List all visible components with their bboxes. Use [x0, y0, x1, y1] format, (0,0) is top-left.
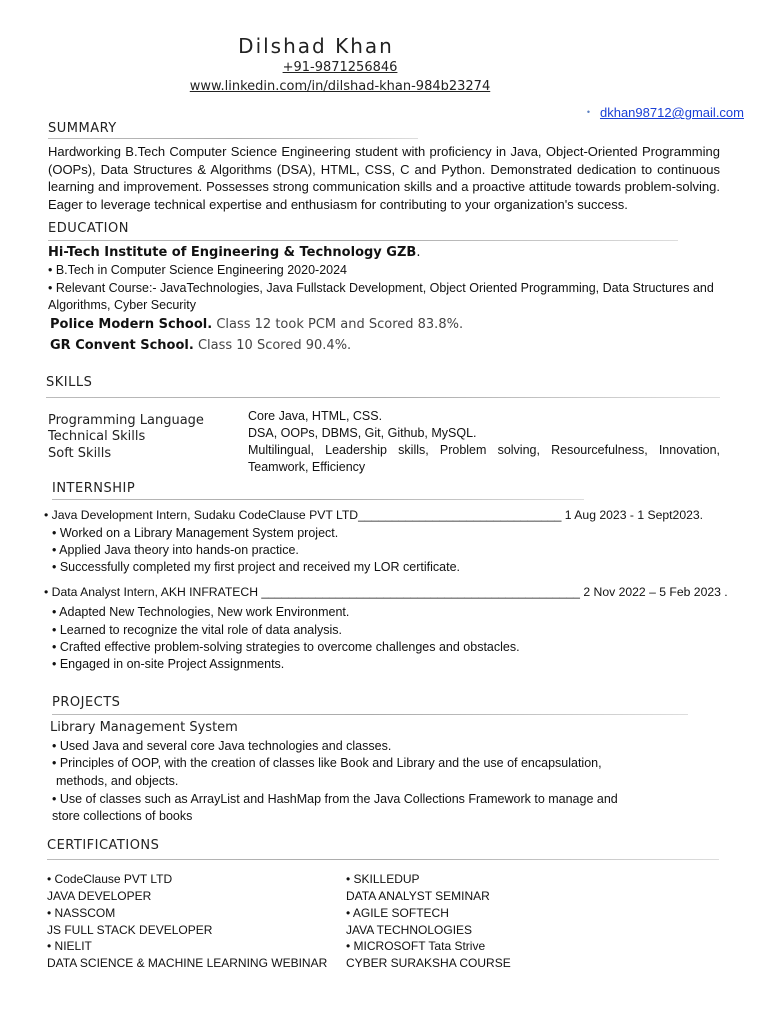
- degree-line: • B.Tech in Computer Science Engineering 2020-2024: [48, 263, 348, 277]
- job1-bullet-3: • Successfully completed my first project and received my LOR certificate.: [52, 560, 460, 574]
- email-link[interactable]: dkhan98712@gmail.com: [599, 105, 744, 120]
- cert-left-3: • NASSCOM: [47, 906, 116, 920]
- school-12: [50, 317, 463, 332]
- skills-divider: [46, 397, 720, 398]
- linkedin-link[interactable]: www.linkedin.com/in/dilshad-khan-984b23274: [189, 79, 491, 94]
- job2-bullet-3: • Crafted effective problem-solving strategies to overcome challenges and obstacles.: [52, 640, 520, 654]
- job1-bullet-1: • Worked on a Library Management System project.: [52, 526, 339, 540]
- phone-number[interactable]: +91-9871256846: [282, 60, 398, 75]
- project-line-2: • Principles of OOP, with the creation of classes like Book and Library and the use of encapsulation,: [52, 756, 602, 770]
- project-line-3: methods, and objects.: [56, 774, 179, 788]
- education-divider: [48, 240, 678, 241]
- school-10-name: GR Convent School.: [50, 338, 194, 353]
- skill-value-technical: DSA, OOPs, DBMS, Git, Github, MySQL.: [248, 426, 477, 440]
- skills-heading: SKILLS: [46, 375, 93, 390]
- cert-right-3: • AGILE SOFTECH: [346, 906, 449, 920]
- institute-suffix: .: [416, 245, 421, 260]
- cert-right-5: • MICROSOFT Tata Strive: [346, 939, 486, 953]
- email-line: [587, 105, 744, 120]
- job2-bullet-1: • Adapted New Technologies, New work Environment.: [52, 605, 350, 619]
- internship-divider: [52, 499, 584, 500]
- certifications-heading: CERTIFICATIONS: [47, 838, 160, 853]
- summary-heading: SUMMARY: [48, 121, 117, 136]
- skill-value-soft: Multilingual, Leadership skills, Problem solving, Resourcefulness, Innovation,: [248, 443, 720, 457]
- summary-text: Hardworking B.Tech Computer Science Engineering student with proficiency in Java, Object-Oriented Programming (OOPs), Data Structures & Algorithms (DSA), HTML, CSS, C and Python. Demonstrated dedication to continuous learning and improvement. Possesses strong communication skills and a proactive attitude towards problem-solving. Eager to leverage technical expertise and enthusiasm for contributing to your organization's success.: [48, 144, 720, 212]
- project-line-5: store collections of books: [52, 809, 193, 823]
- school-10-detail: Class 10 Scored 90.4%.: [193, 338, 352, 353]
- school-12-detail: Class 12 took PCM and Scored 83.8%.: [212, 317, 464, 332]
- skill-value-programming: Core Java, HTML, CSS.: [248, 409, 383, 423]
- internship-heading: INTERNSHIP: [52, 481, 136, 496]
- cert-right-2: DATA ANALYST SEMINAR: [346, 889, 490, 903]
- cert-left-5: • NIELIT: [47, 939, 92, 953]
- job1-bullet-2: • Applied Java theory into hands-on practice.: [52, 543, 299, 557]
- project-name: Library Management System: [50, 720, 238, 735]
- cert-left-1: • CodeClause PVT LTD: [47, 872, 173, 886]
- cert-right-4: JAVA TECHNOLOGIES: [346, 923, 473, 937]
- course-line: • Relevant Course:- JavaTechnologies, Java Fullstack Development, Object Oriented Programming, Data Structures and: [48, 281, 714, 295]
- bullet-icon: •: [586, 107, 590, 117]
- school-10: [50, 338, 351, 353]
- cert-right-1: • SKILLEDUP: [346, 872, 420, 886]
- job2-bullet-2: • Learned to recognize the vital role of data analysis.: [52, 623, 342, 637]
- school-12-name: Police Modern School.: [50, 317, 213, 332]
- cert-left-4: JS FULL STACK DEVELOPER: [47, 923, 213, 937]
- skill-value-soft-cont: Teamwork, Efficiency: [248, 460, 366, 474]
- job1-heading: • Java Development Intern, Sudaku CodeClause PVT LTD______________________________ 1 Aug 2023 - 1 Sept2023.: [44, 508, 704, 522]
- cert-right-6: CYBER SURAKSHA COURSE: [346, 956, 511, 970]
- skill-label-programming: Programming Language: [48, 413, 204, 428]
- institute-name: Hi-Tech Institute of Engineering & Technology GZB: [48, 245, 417, 260]
- job2-bullet-4: • Engaged in on-site Project Assignments.: [52, 657, 285, 671]
- candidate-name: Dilshad Khan: [238, 34, 394, 58]
- projects-heading: PROJECTS: [52, 695, 121, 710]
- cert-left-2: JAVA DEVELOPER: [47, 889, 152, 903]
- project-line-4: • Use of classes such as ArrayList and HashMap from the Java Collections Framework to manage and: [52, 792, 618, 806]
- summary-divider: [48, 138, 418, 139]
- job2-heading: • Data Analyst Intern, AKH INFRATECH _______________________________________________ 2 Nov 2022 – 5 Feb 2023 .: [44, 585, 728, 599]
- institute-line: [48, 245, 420, 260]
- skill-label-soft: Soft Skills: [48, 446, 112, 461]
- course-line-cont: Algorithms, Cyber Security: [48, 298, 196, 312]
- certifications-divider: [47, 859, 719, 860]
- project-line-1: • Used Java and several core Java technologies and classes.: [52, 739, 392, 753]
- cert-left-6: DATA SCIENCE & MACHINE LEARNING WEBINAR: [47, 956, 328, 970]
- projects-divider: [52, 714, 688, 715]
- skill-label-technical: Technical Skills: [48, 429, 146, 444]
- education-heading: EDUCATION: [48, 221, 129, 236]
